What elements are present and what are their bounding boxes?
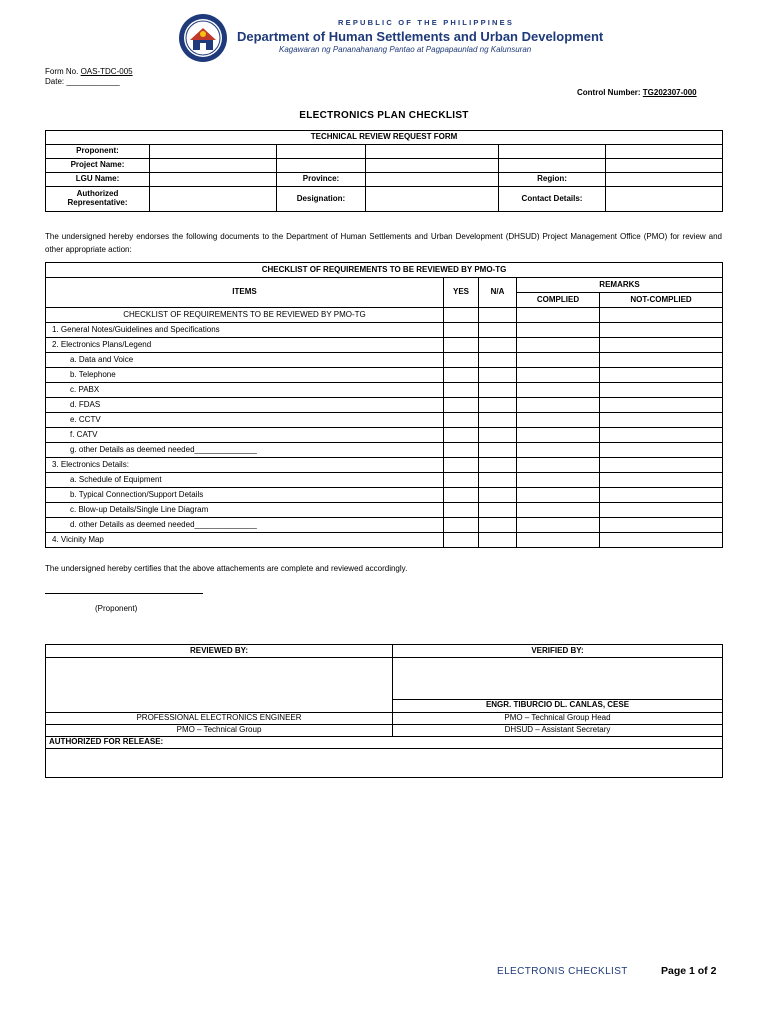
checklist-yes-cell[interactable] — [444, 503, 479, 518]
checklist-not-complied-cell[interactable] — [600, 518, 723, 533]
checklist-na-cell[interactable] — [479, 533, 517, 548]
checklist-not-complied-cell[interactable] — [600, 338, 723, 353]
checklist-not-complied-cell[interactable] — [600, 428, 723, 443]
project-name-label: Project Name: — [46, 159, 150, 173]
checklist-yes-cell[interactable] — [444, 458, 479, 473]
checklist-item: 3. Electronics Details: — [46, 458, 444, 473]
checklist-not-complied-cell[interactable] — [600, 383, 723, 398]
lgu-name-label: LGU Name: — [46, 173, 150, 187]
checklist-complied-cell[interactable] — [517, 488, 600, 503]
checklist-item: d. other Details as deemed needed______________ — [46, 518, 444, 533]
verifier-office: DHSUD – Assistant Secretary — [393, 725, 723, 737]
checklist-item: CHECKLIST OF REQUIREMENTS TO BE REVIEWED BY PMO-TG — [46, 308, 444, 323]
col-not-complied: NOT-COMPLIED — [600, 293, 723, 308]
checklist-complied-cell[interactable] — [517, 533, 600, 548]
checklist-yes-cell[interactable] — [444, 428, 479, 443]
checklist-row — [46, 398, 723, 413]
proponent-label: Proponent: — [46, 145, 150, 159]
checklist-row — [46, 368, 723, 383]
verifier-signature-area[interactable] — [393, 658, 723, 700]
checklist-item: a. Data and Voice — [46, 353, 444, 368]
checklist-not-complied-cell[interactable] — [600, 458, 723, 473]
checklist-item: b. Telephone — [46, 368, 444, 383]
checklist-not-complied-cell[interactable] — [600, 353, 723, 368]
verifier-title: PMO – Technical Group Head — [393, 713, 723, 725]
checklist-complied-cell[interactable] — [517, 413, 600, 428]
checklist-complied-cell[interactable] — [517, 518, 600, 533]
checklist-yes-cell[interactable] — [444, 383, 479, 398]
checklist-yes-cell[interactable] — [444, 353, 479, 368]
checklist-complied-cell[interactable] — [517, 308, 600, 323]
checklist-complied-cell[interactable] — [517, 338, 600, 353]
checklist-item: 4. Vicinity Map — [46, 533, 444, 548]
checklist-not-complied-cell[interactable] — [600, 398, 723, 413]
reviewed-by-label: REVIEWED BY: — [46, 645, 393, 658]
verifier-name: ENGR. TIBURCIO DL. CANLAS, CESE — [393, 699, 723, 712]
checklist-row — [46, 383, 723, 398]
checklist-na-cell[interactable] — [479, 413, 517, 428]
col-na: N/A — [479, 278, 517, 308]
checklist-item: d. FDAS — [46, 398, 444, 413]
endorse-paragraph: The undersigned hereby endorses the following documents to the Department of Human Settlements and Urban Development (DHSUD) Project Management Office (PMO) for review and other appropriate action: — [45, 232, 722, 254]
checklist-yes-cell[interactable] — [444, 488, 479, 503]
checklist-not-complied-cell[interactable] — [600, 533, 723, 548]
col-remarks: REMARKS — [517, 278, 723, 293]
checklist-table — [45, 262, 723, 548]
reviewer-signature-area[interactable] — [46, 658, 393, 713]
checklist-na-cell[interactable] — [479, 383, 517, 398]
province-label: Province: — [277, 173, 366, 187]
checklist-complied-cell[interactable] — [517, 323, 600, 338]
checklist-complied-cell[interactable] — [517, 443, 600, 458]
col-complied: COMPLIED — [517, 293, 600, 308]
checklist-na-cell[interactable] — [479, 368, 517, 383]
checklist-not-complied-cell[interactable] — [600, 503, 723, 518]
checklist-row — [46, 308, 723, 323]
checklist-yes-cell[interactable] — [444, 368, 479, 383]
checklist-rows — [46, 308, 723, 548]
department-name: Department of Human Settlements and Urban Development — [237, 29, 604, 44]
form-date-value: ____________ — [66, 77, 120, 86]
checklist-item: e. CCTV — [46, 413, 444, 428]
checklist-na-cell[interactable] — [479, 503, 517, 518]
page-number: Page 1 of 2 — [661, 965, 717, 977]
lgu-name-value[interactable] — [150, 173, 277, 187]
checklist-row — [46, 518, 723, 533]
designation-label: Designation: — [277, 187, 366, 212]
designation-value[interactable] — [366, 187, 499, 212]
checklist-complied-cell[interactable] — [517, 368, 600, 383]
review-table — [45, 644, 723, 778]
checklist-item: b. Typical Connection/Support Details — [46, 488, 444, 503]
request-form-heading: TECHNICAL REVIEW REQUEST FORM — [46, 131, 723, 145]
checklist-not-complied-cell[interactable] — [600, 323, 723, 338]
republic-heading: REPUBLIC OF THE PHILIPPINES — [338, 18, 515, 27]
contact-details-label: Contact Details: — [499, 187, 606, 212]
control-number: Control Number: TG202307-000 — [577, 88, 697, 97]
checklist-na-cell[interactable] — [479, 458, 517, 473]
checklist-row — [46, 428, 723, 443]
proponent-value[interactable] — [150, 145, 277, 159]
checklist-complied-cell[interactable] — [517, 428, 600, 443]
checklist-row — [46, 413, 723, 428]
checklist-yes-cell[interactable] — [444, 473, 479, 488]
authorized-release-label: AUTHORIZED FOR RELEASE: — [46, 737, 723, 749]
checklist-na-cell[interactable] — [479, 308, 517, 323]
checklist-row — [46, 473, 723, 488]
checklist-yes-cell[interactable] — [444, 518, 479, 533]
checklist-not-complied-cell[interactable] — [600, 443, 723, 458]
province-value[interactable] — [366, 173, 499, 187]
region-label: Region: — [499, 173, 606, 187]
checklist-yes-cell[interactable] — [444, 398, 479, 413]
checklist-complied-cell[interactable] — [517, 458, 600, 473]
control-number-value: TG202307-000 — [642, 88, 697, 97]
department-name-filipino: Kagawaran ng Pananahanang Pantao at Pagpapaunlad ng Kalunsuran — [279, 45, 532, 54]
checklist-item: c. Blow-up Details/Single Line Diagram — [46, 503, 444, 518]
checklist-row — [46, 338, 723, 353]
checklist-na-cell[interactable] — [479, 353, 517, 368]
verified-by-label: VERIFIED BY: — [393, 645, 723, 658]
authorized-rep-value[interactable] — [150, 187, 277, 212]
checklist-row — [46, 323, 723, 338]
checklist-complied-cell[interactable] — [517, 503, 600, 518]
checklist-item: f. CATV — [46, 428, 444, 443]
checklist-row — [46, 533, 723, 548]
checklist-heading: CHECKLIST OF REQUIREMENTS TO BE REVIEWED BY PMO-TG — [46, 263, 723, 278]
checklist-row — [46, 503, 723, 518]
checklist-item: c. PABX — [46, 383, 444, 398]
col-yes: YES — [444, 278, 479, 308]
checklist-na-cell[interactable] — [479, 398, 517, 413]
checklist-na-cell[interactable] — [479, 428, 517, 443]
certify-statement: The undersigned hereby certifies that the above attachements are complete and reviewed accordingly. — [45, 564, 408, 573]
checklist-item: a. Schedule of Equipment — [46, 473, 444, 488]
checklist-row — [46, 353, 723, 368]
checklist-yes-cell[interactable] — [444, 338, 479, 353]
checklist-complied-cell[interactable] — [517, 473, 600, 488]
dhsud-seal-logo — [178, 13, 228, 63]
checklist-item: 1. General Notes/Guidelines and Specifications — [46, 323, 444, 338]
authorized-release-area[interactable] — [46, 749, 723, 778]
checklist-not-complied-cell[interactable] — [600, 308, 723, 323]
checklist-na-cell[interactable] — [479, 488, 517, 503]
proponent-signature-line — [45, 593, 203, 594]
checklist-na-cell[interactable] — [479, 473, 517, 488]
checklist-row — [46, 443, 723, 458]
checklist-na-cell[interactable] — [479, 323, 517, 338]
page-title: ELECTRONICS PLAN CHECKLIST — [299, 110, 469, 121]
checklist-complied-cell[interactable] — [517, 353, 600, 368]
col-items: ITEMS — [46, 278, 444, 308]
checklist-row — [46, 488, 723, 503]
authorized-rep-label: Authorized Representative: — [46, 187, 150, 212]
checklist-yes-cell[interactable] — [444, 443, 479, 458]
checklist-not-complied-cell[interactable] — [600, 473, 723, 488]
checklist-row — [46, 458, 723, 473]
form-no-value: OAS-TDC-005 — [80, 67, 133, 76]
proponent-signature-label: (Proponent) — [95, 604, 138, 613]
checklist-na-cell[interactable] — [479, 518, 517, 533]
project-name-value[interactable] — [150, 159, 277, 173]
checklist-not-complied-cell[interactable] — [600, 413, 723, 428]
checklist-item: g. other Details as deemed needed______________ — [46, 443, 444, 458]
reviewer-office: PMO – Technical Group — [46, 725, 393, 737]
form-date: Date: ____________ — [45, 77, 120, 86]
checklist-yes-cell[interactable] — [444, 308, 479, 323]
region-value[interactable] — [606, 173, 723, 187]
checklist-yes-cell[interactable] — [444, 533, 479, 548]
reviewer-title: PROFESSIONAL ELECTRONICS ENGINEER — [46, 713, 393, 725]
checklist-yes-cell[interactable] — [444, 413, 479, 428]
checklist-item: 2. Electronics Plans/Legend — [46, 338, 444, 353]
checklist-yes-cell[interactable] — [444, 323, 479, 338]
checklist-complied-cell[interactable] — [517, 398, 600, 413]
request-form-table — [45, 130, 723, 212]
form-no: Form No. OAS-TDC-005 — [45, 67, 133, 76]
checklist-na-cell[interactable] — [479, 338, 517, 353]
checklist-complied-cell[interactable] — [517, 383, 600, 398]
checklist-na-cell[interactable] — [479, 443, 517, 458]
checklist-not-complied-cell[interactable] — [600, 368, 723, 383]
contact-details-value[interactable] — [606, 187, 723, 212]
checklist-not-complied-cell[interactable] — [600, 488, 723, 503]
footer-document-name: ELECTRONIS CHECKLIST — [497, 966, 628, 977]
